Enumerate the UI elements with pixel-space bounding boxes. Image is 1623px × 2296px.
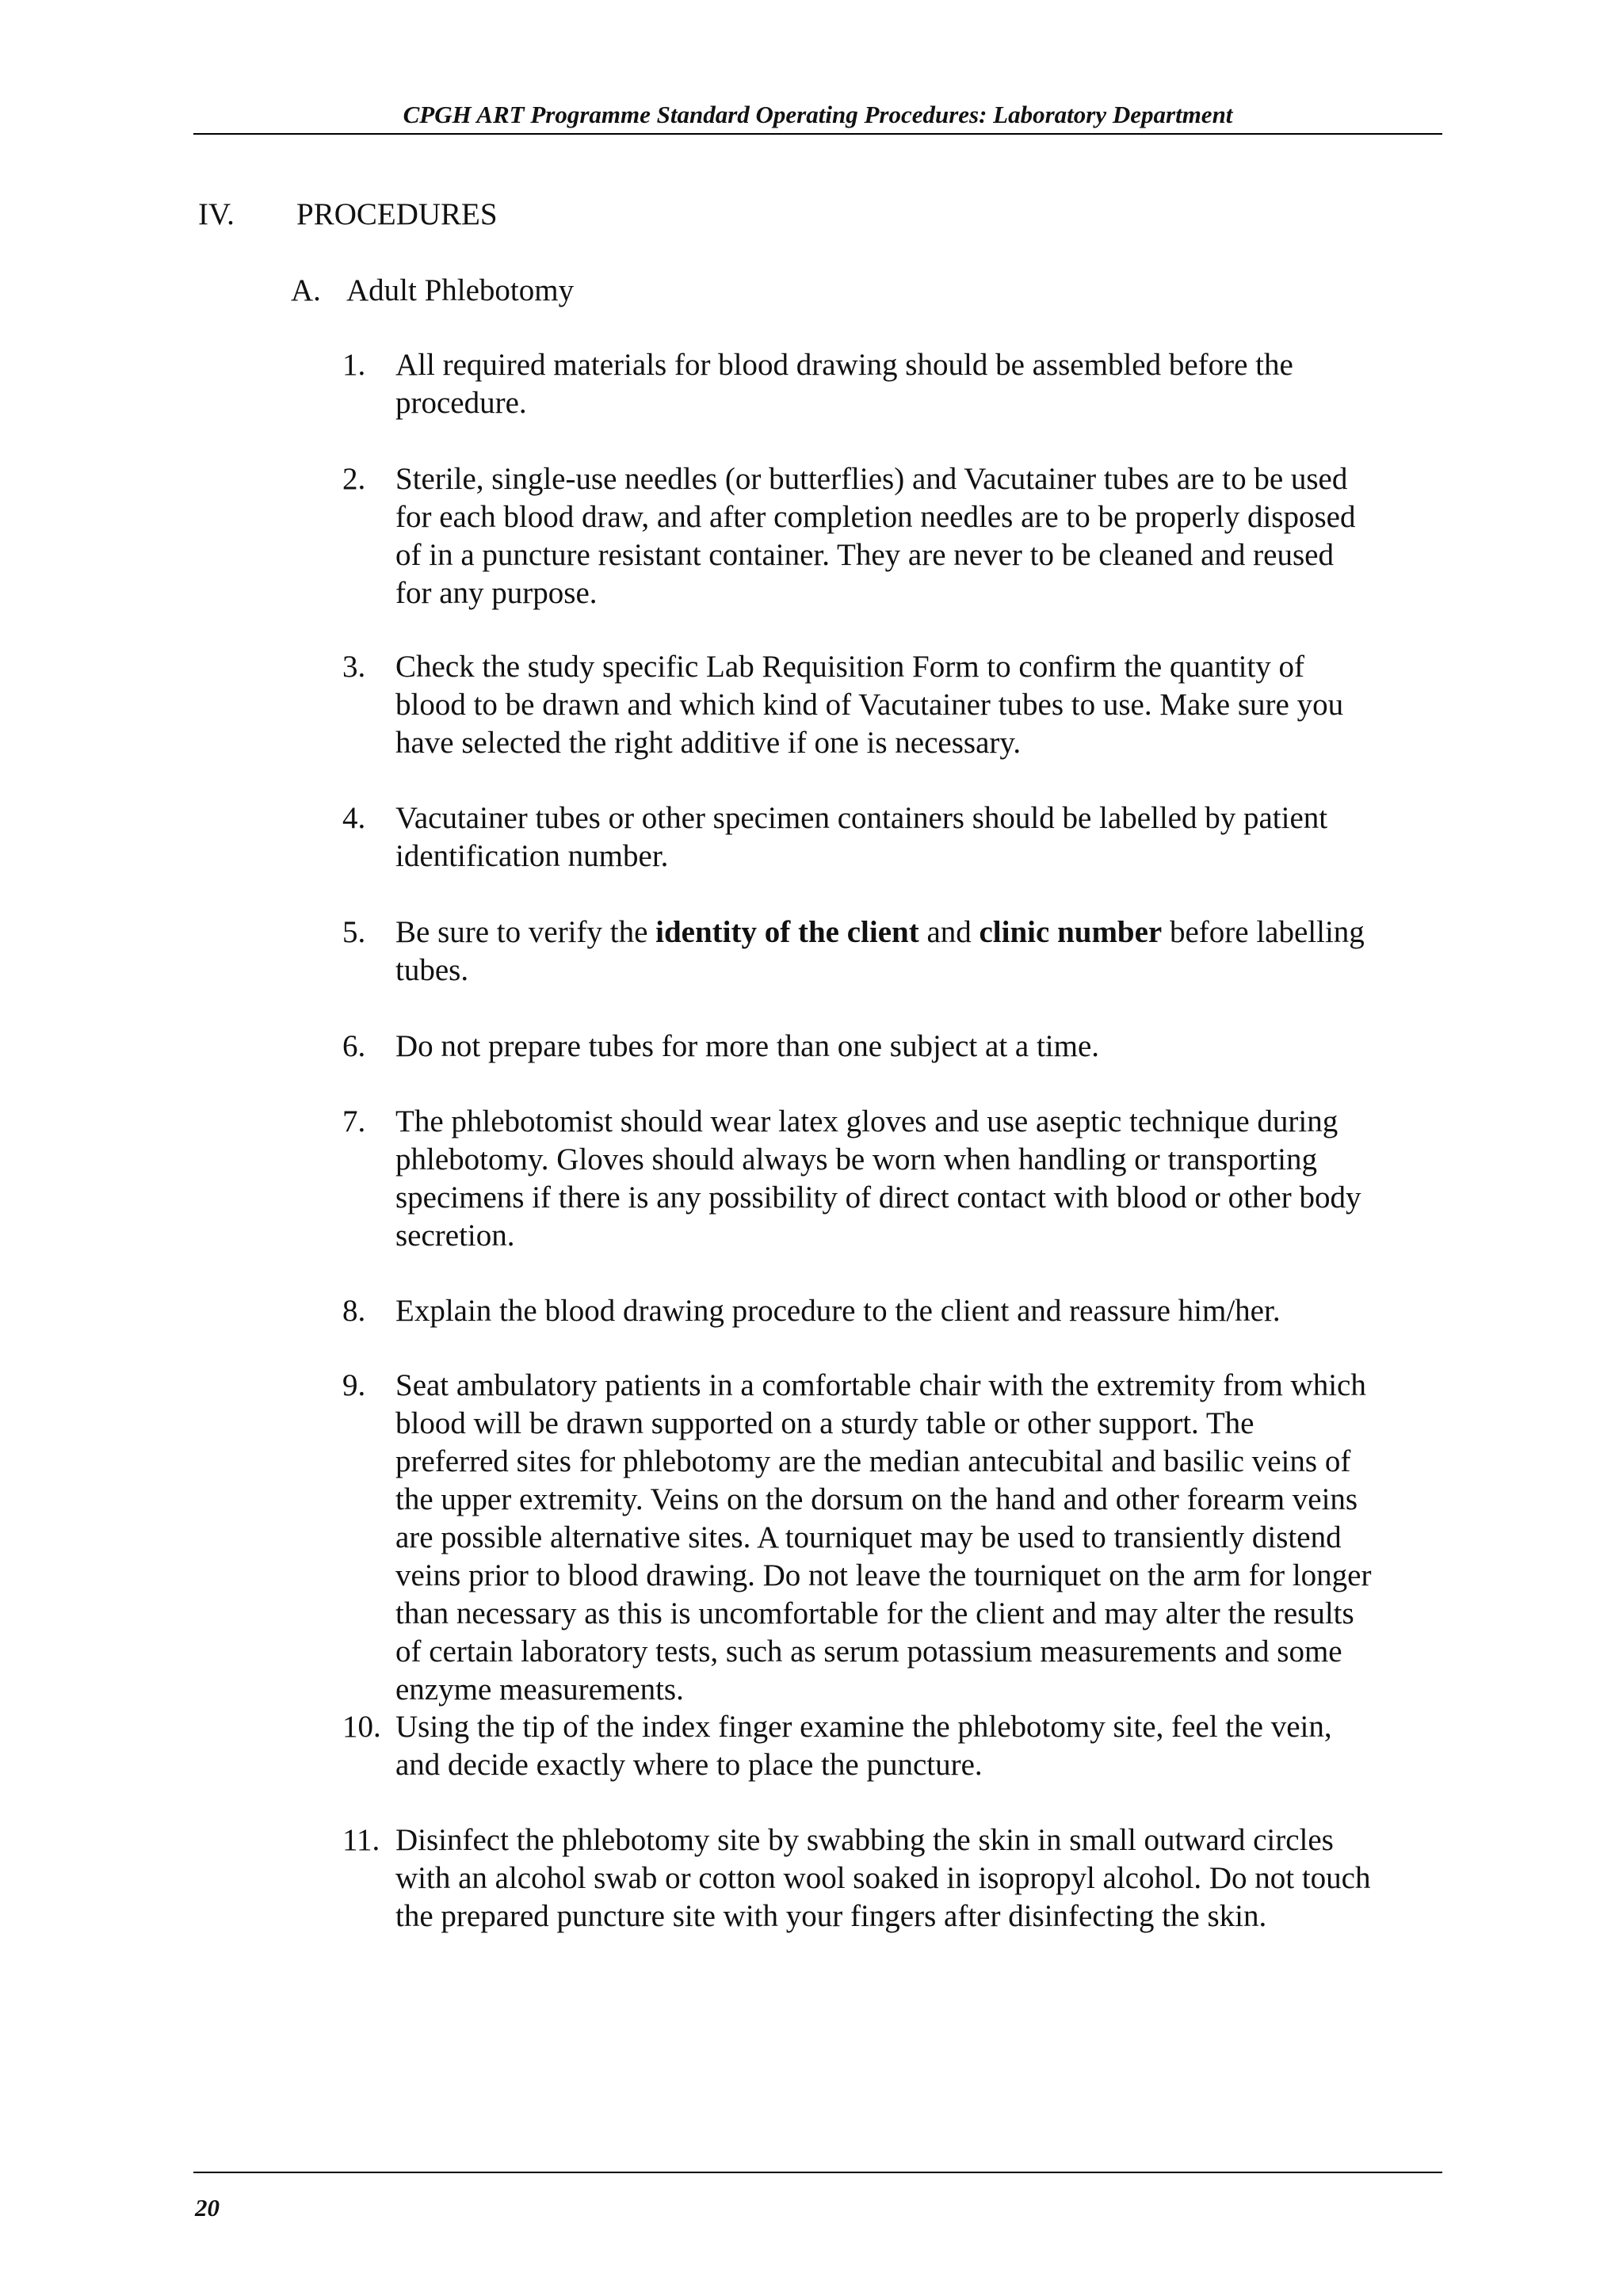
text-line — [395, 1821, 1457, 1859]
list-item-text — [395, 1028, 1457, 1066]
list-item-text — [395, 1708, 1457, 1784]
list-item-text — [395, 913, 1457, 990]
text-run: have selected the right additive if one is necessary. — [395, 726, 1022, 760]
text-run: veins prior to blood drawing. Do not leave the tourniquet on the arm for longer — [395, 1558, 1372, 1592]
text-run: All required materials for blood drawing should be assembled before the — [395, 348, 1293, 382]
text-line — [395, 1367, 1457, 1405]
text-line — [395, 1103, 1457, 1141]
text-run: of certain laboratory tests, such as serum potassium measurements and some — [395, 1634, 1342, 1669]
text-line — [395, 536, 1457, 574]
text-line — [395, 460, 1457, 498]
text-line — [395, 346, 1457, 384]
text-line — [395, 1595, 1457, 1633]
bold-phrase: identity of the client — [655, 915, 919, 949]
list-item-number: 9. — [342, 1368, 366, 1402]
text-run: Disinfect the phlebotomy site by swabbing the skin in small outward circles — [395, 1823, 1334, 1857]
list-item-number: 7. — [342, 1104, 366, 1138]
text-line — [395, 1028, 1457, 1066]
list-item-text — [395, 648, 1457, 762]
text-line — [395, 952, 1457, 990]
text-line — [395, 1443, 1457, 1481]
text-run: the prepared puncture site with your fingers after disinfecting the skin. — [395, 1899, 1267, 1933]
text-line — [395, 1708, 1457, 1746]
text-run: The phlebotomist should wear latex gloves and use aseptic technique during — [395, 1104, 1338, 1138]
text-run: than necessary as this is uncomfortable for the client and may alter the results — [395, 1596, 1354, 1630]
text-run: procedure. — [395, 386, 527, 420]
text-line — [395, 648, 1457, 686]
list-item-text — [395, 1821, 1457, 1936]
text-run: are possible alternative sites. A tourniquet may be used to transiently distend — [395, 1520, 1342, 1554]
text-line — [395, 1897, 1457, 1936]
list-item-number: 2. — [342, 462, 366, 496]
text-run: of in a puncture resistant container. They are never to be cleaned and reused — [395, 538, 1334, 572]
text-run: Sterile, single-use needles (or butterflies) and Vacutainer tubes are to be used — [395, 462, 1348, 496]
list-item-text — [395, 1103, 1457, 1255]
list-item-number: 5. — [342, 915, 366, 949]
text-run: Check the study specific Lab Requisition Form to confirm the quantity of — [395, 650, 1305, 684]
text-line — [395, 1292, 1457, 1330]
text-run: for any purpose. — [395, 576, 598, 610]
text-line — [395, 1481, 1457, 1519]
text-run: enzyme measurements. — [395, 1672, 684, 1707]
list-item-text — [395, 346, 1457, 422]
list-item-text — [395, 799, 1457, 875]
text-line — [395, 1405, 1457, 1443]
text-run: blood will be drawn supported on a sturdy table or other support. The — [395, 1406, 1254, 1440]
text-run: before labelling — [1162, 915, 1365, 949]
list-item-number: 8. — [342, 1294, 366, 1328]
list-item-text — [395, 1367, 1457, 1709]
section-number: IV. — [198, 197, 235, 231]
text-line — [395, 1671, 1457, 1709]
text-line — [395, 1633, 1457, 1671]
header-divider — [193, 133, 1442, 135]
text-run: Do not prepare tubes for more than one subject at a time. — [395, 1029, 1100, 1063]
text-line — [395, 837, 1457, 875]
subsection-heading: Adult Phlebotomy — [346, 273, 575, 307]
footer-divider — [193, 2172, 1442, 2173]
list-item-number: 10. — [342, 1710, 381, 1744]
text-line — [395, 686, 1457, 724]
list-item-number: 11. — [342, 1823, 380, 1857]
page-number: 20 — [195, 2194, 220, 2222]
text-run: with an alcohol swab or cotton wool soaked in isopropyl alcohol. Do not touch — [395, 1861, 1371, 1895]
text-line — [395, 1217, 1457, 1255]
text-run: phlebotomy. Gloves should always be worn when handling or transporting — [395, 1142, 1317, 1177]
text-line — [395, 574, 1457, 612]
list-item-number: 3. — [342, 650, 366, 684]
list-item-number: 4. — [342, 801, 366, 835]
text-run: secretion. — [395, 1219, 515, 1253]
bold-phrase: clinic number — [979, 915, 1163, 949]
text-run: Be sure to verify the — [395, 915, 656, 949]
text-run: specimens if there is any possibility of direct contact with blood or other body — [395, 1180, 1361, 1215]
list-item-text — [395, 1292, 1457, 1330]
text-run: and decide exactly where to place the puncture. — [395, 1748, 983, 1782]
text-line — [395, 1557, 1457, 1595]
text-run: preferred sites for phlebotomy are the median antecubital and basilic veins of — [395, 1444, 1351, 1478]
text-run: Explain the blood drawing procedure to the client and reassure him/her. — [395, 1294, 1281, 1328]
text-line — [395, 1859, 1457, 1897]
text-line — [395, 1519, 1457, 1557]
text-run: identification number. — [395, 839, 669, 873]
list-item-text — [395, 460, 1457, 612]
subsection-letter: A. — [291, 273, 321, 307]
text-run: and — [918, 915, 980, 949]
list-item-number: 1. — [342, 348, 366, 382]
text-run: the upper extremity. Veins on the dorsum on the hand and other forearm veins — [395, 1482, 1358, 1516]
text-line — [395, 724, 1457, 762]
text-line — [395, 1179, 1457, 1217]
text-run: Using the tip of the index finger examine the phlebotomy site, feel the vein, — [395, 1710, 1332, 1744]
text-run: tubes. — [395, 953, 469, 987]
text-run: Vacutainer tubes or other specimen containers should be labelled by patient — [395, 801, 1328, 835]
text-line — [395, 498, 1457, 536]
text-run: blood to be drawn and which kind of Vacutainer tubes to use. Make sure you — [395, 688, 1344, 722]
text-line — [395, 799, 1457, 837]
text-run: Seat ambulatory patients in a comfortable chair with the extremity from which — [395, 1368, 1366, 1402]
text-run: for each blood draw, and after completion needles are to be properly disposed — [395, 500, 1356, 534]
section-heading: PROCEDURES — [296, 197, 498, 231]
list-item-number: 6. — [342, 1029, 366, 1063]
text-line — [395, 913, 1457, 952]
text-line — [395, 384, 1457, 422]
running-header: CPGH ART Programme Standard Operating Procedures: Laboratory Department — [403, 101, 1233, 128]
text-line — [395, 1141, 1457, 1179]
text-line — [395, 1746, 1457, 1784]
